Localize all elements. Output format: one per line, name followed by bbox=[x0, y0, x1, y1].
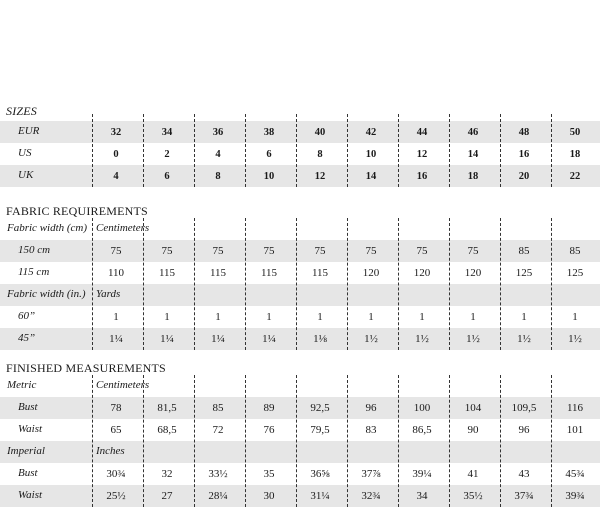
column-divider bbox=[143, 218, 144, 350]
sizes-row-us bbox=[0, 143, 600, 165]
table-cell: 100 bbox=[413, 402, 431, 414]
unit-label: Centimeters bbox=[96, 379, 150, 391]
column-divider bbox=[194, 218, 195, 350]
table-cell: 76 bbox=[263, 424, 275, 436]
table-cell: 42 bbox=[365, 126, 377, 138]
table-cell: 120 bbox=[413, 267, 431, 279]
table-cell: 32 bbox=[110, 126, 122, 138]
table-cell: 27 bbox=[161, 490, 173, 502]
table-cell: 14 bbox=[467, 148, 479, 160]
column-divider bbox=[398, 218, 399, 350]
table-cell: 1¼ bbox=[160, 333, 174, 345]
finished-row bbox=[0, 485, 600, 507]
table-cell: 85 bbox=[212, 402, 224, 414]
unit-label: Yards bbox=[96, 288, 121, 300]
finished-group-1 bbox=[0, 441, 600, 463]
table-cell: 18 bbox=[569, 148, 581, 160]
row-label: US bbox=[18, 147, 32, 159]
table-cell: 115 bbox=[158, 267, 176, 279]
group-label: Imperial bbox=[7, 445, 45, 457]
column-divider bbox=[551, 114, 552, 187]
column-divider bbox=[245, 218, 246, 350]
table-cell: 32¾ bbox=[361, 490, 381, 502]
table-cell: 31¼ bbox=[310, 490, 330, 502]
row-label: Waist bbox=[18, 489, 43, 501]
table-cell: 45¾ bbox=[565, 468, 585, 480]
table-cell: 1½ bbox=[568, 333, 582, 345]
column-divider bbox=[500, 218, 501, 350]
table-cell: 2 bbox=[164, 148, 170, 160]
row-label: 60” bbox=[18, 310, 36, 322]
finished-row bbox=[0, 463, 600, 485]
table-cell: 75 bbox=[212, 245, 224, 257]
table-cell: 34 bbox=[416, 490, 428, 502]
row-label: 115 cm bbox=[18, 266, 50, 278]
table-cell: 1 bbox=[470, 311, 476, 323]
column-divider bbox=[551, 375, 552, 507]
fabric-group-0 bbox=[0, 218, 600, 240]
column-divider bbox=[92, 218, 93, 350]
table-cell: 4 bbox=[215, 148, 221, 160]
table-cell: 1¼ bbox=[109, 333, 123, 345]
table-cell: 39¼ bbox=[412, 468, 432, 480]
table-cell: 96 bbox=[365, 402, 377, 414]
table-cell: 46 bbox=[467, 126, 479, 138]
table-cell: 35 bbox=[263, 468, 275, 480]
table-cell: 96 bbox=[518, 424, 530, 436]
table-cell: 75 bbox=[416, 245, 428, 257]
table-cell: 1½ bbox=[364, 333, 378, 345]
table-cell: 1 bbox=[266, 311, 272, 323]
table-cell: 75 bbox=[263, 245, 275, 257]
table-cell: 75 bbox=[161, 245, 173, 257]
unit-label: Centimeters bbox=[96, 222, 150, 234]
table-cell: 89 bbox=[263, 402, 275, 414]
table-cell: 104 bbox=[464, 402, 482, 414]
table-cell: 65 bbox=[110, 424, 122, 436]
row-label: Waist bbox=[18, 423, 43, 435]
row-label: UK bbox=[18, 169, 34, 181]
table-cell: 115 bbox=[209, 267, 227, 279]
sizes-row-uk bbox=[0, 165, 600, 187]
fabric-row bbox=[0, 306, 600, 328]
group-label: Fabric width (cm) bbox=[7, 222, 88, 234]
column-divider bbox=[245, 114, 246, 187]
table-cell: 85 bbox=[569, 245, 581, 257]
fabric-row bbox=[0, 240, 600, 262]
table-cell: 16 bbox=[416, 170, 428, 182]
table-cell: 90 bbox=[467, 424, 479, 436]
table-cell: 33½ bbox=[208, 468, 228, 480]
row-label: 45” bbox=[18, 332, 36, 344]
column-divider bbox=[143, 114, 144, 187]
table-cell: 1 bbox=[368, 311, 374, 323]
table-cell: 20 bbox=[518, 170, 530, 182]
table-cell: 34 bbox=[161, 126, 173, 138]
table-cell: 1 bbox=[419, 311, 425, 323]
table-cell: 75 bbox=[314, 245, 326, 257]
unit-label: Inches bbox=[96, 445, 125, 457]
table-cell: 12 bbox=[314, 170, 326, 182]
table-cell: 8 bbox=[215, 170, 221, 182]
table-cell: 1 bbox=[521, 311, 527, 323]
column-divider bbox=[296, 375, 297, 507]
row-label: Bust bbox=[18, 401, 38, 413]
fabric-group-1 bbox=[0, 284, 600, 306]
table-cell: 8 bbox=[317, 148, 323, 160]
table-cell: 101 bbox=[566, 424, 584, 436]
table-cell: 83 bbox=[365, 424, 377, 436]
fabric-row bbox=[0, 328, 600, 350]
column-divider bbox=[347, 375, 348, 507]
table-cell: 1¼ bbox=[211, 333, 225, 345]
table-cell: 1½ bbox=[466, 333, 480, 345]
table-cell: 37¾ bbox=[514, 490, 534, 502]
finished-row bbox=[0, 397, 600, 419]
table-cell: 116 bbox=[566, 402, 584, 414]
column-divider bbox=[398, 114, 399, 187]
fabric-row bbox=[0, 262, 600, 284]
table-cell: 40 bbox=[314, 126, 326, 138]
table-cell: 12 bbox=[416, 148, 428, 160]
row-label: EUR bbox=[18, 125, 40, 137]
table-cell: 75 bbox=[110, 245, 122, 257]
column-divider bbox=[92, 375, 93, 507]
column-divider bbox=[449, 218, 450, 350]
table-cell: 120 bbox=[464, 267, 482, 279]
table-cell: 6 bbox=[164, 170, 170, 182]
table-cell: 10 bbox=[365, 148, 377, 160]
table-cell: 1 bbox=[572, 311, 578, 323]
finished-group-0 bbox=[0, 375, 600, 397]
column-divider bbox=[143, 375, 144, 507]
table-cell: 81,5 bbox=[157, 402, 177, 414]
column-divider bbox=[500, 114, 501, 187]
table-cell: 79,5 bbox=[310, 424, 330, 436]
table-cell: 38 bbox=[263, 126, 275, 138]
table-cell: 1¼ bbox=[262, 333, 276, 345]
table-cell: 39¾ bbox=[565, 490, 585, 502]
table-cell: 14 bbox=[365, 170, 377, 182]
sizes-heading: SIZES bbox=[6, 104, 37, 118]
table-cell: 30 bbox=[263, 490, 275, 502]
table-cell: 78 bbox=[110, 402, 122, 414]
table-cell: 44 bbox=[416, 126, 428, 138]
table-cell: 85 bbox=[518, 245, 530, 257]
column-divider bbox=[194, 375, 195, 507]
finished-row bbox=[0, 419, 600, 441]
column-divider bbox=[500, 375, 501, 507]
table-cell: 115 bbox=[311, 267, 329, 279]
table-cell: 4 bbox=[113, 170, 119, 182]
table-cell: 125 bbox=[566, 267, 584, 279]
table-cell: 1½ bbox=[415, 333, 429, 345]
table-cell: 1 bbox=[215, 311, 221, 323]
table-cell: 36⅝ bbox=[310, 468, 330, 480]
sizes-row-eur bbox=[0, 121, 600, 143]
table-cell: 120 bbox=[362, 267, 380, 279]
table-cell: 32 bbox=[161, 468, 173, 480]
fabric-requirements-heading: FABRIC REQUIREMENTS bbox=[6, 204, 148, 218]
table-cell: 75 bbox=[365, 245, 377, 257]
column-divider bbox=[296, 114, 297, 187]
table-cell: 110 bbox=[107, 267, 125, 279]
table-cell: 30¾ bbox=[106, 468, 126, 480]
table-cell: 68,5 bbox=[157, 424, 177, 436]
table-cell: 109,5 bbox=[511, 402, 537, 414]
table-cell: 16 bbox=[518, 148, 530, 160]
table-cell: 48 bbox=[518, 126, 530, 138]
table-cell: 75 bbox=[467, 245, 479, 257]
table-cell: 10 bbox=[263, 170, 275, 182]
table-cell: 0 bbox=[113, 148, 119, 160]
table-cell: 41 bbox=[467, 468, 479, 480]
table-cell: 28¼ bbox=[208, 490, 228, 502]
column-divider bbox=[92, 114, 93, 187]
row-label: 150 cm bbox=[18, 244, 51, 256]
table-cell: 1 bbox=[317, 311, 323, 323]
column-divider bbox=[296, 218, 297, 350]
table-cell: 125 bbox=[515, 267, 533, 279]
table-cell: 25½ bbox=[106, 490, 126, 502]
table-cell: 37⅞ bbox=[361, 468, 381, 480]
column-divider bbox=[398, 375, 399, 507]
finished-measurements-heading: FINISHED MEASUREMENTS bbox=[6, 361, 166, 375]
column-divider bbox=[449, 375, 450, 507]
column-divider bbox=[347, 114, 348, 187]
column-divider bbox=[194, 114, 195, 187]
group-label: Fabric width (in.) bbox=[7, 288, 86, 300]
table-cell: 92,5 bbox=[310, 402, 330, 414]
column-divider bbox=[347, 218, 348, 350]
table-cell: 22 bbox=[569, 170, 581, 182]
table-cell: 86,5 bbox=[412, 424, 432, 436]
table-cell: 72 bbox=[212, 424, 224, 436]
table-cell: 6 bbox=[266, 148, 272, 160]
table-cell: 50 bbox=[569, 126, 581, 138]
table-cell: 1½ bbox=[517, 333, 531, 345]
table-cell: 18 bbox=[467, 170, 479, 182]
table-cell: 36 bbox=[212, 126, 224, 138]
column-divider bbox=[551, 218, 552, 350]
table-cell: 1⅛ bbox=[313, 333, 327, 345]
table-cell: 1 bbox=[164, 311, 170, 323]
row-label: Bust bbox=[18, 467, 38, 479]
table-cell: 43 bbox=[518, 468, 530, 480]
table-cell: 1 bbox=[113, 311, 119, 323]
column-divider bbox=[449, 114, 450, 187]
table-cell: 35½ bbox=[463, 490, 483, 502]
group-label: Metric bbox=[7, 379, 37, 391]
column-divider bbox=[245, 375, 246, 507]
table-cell: 115 bbox=[260, 267, 278, 279]
